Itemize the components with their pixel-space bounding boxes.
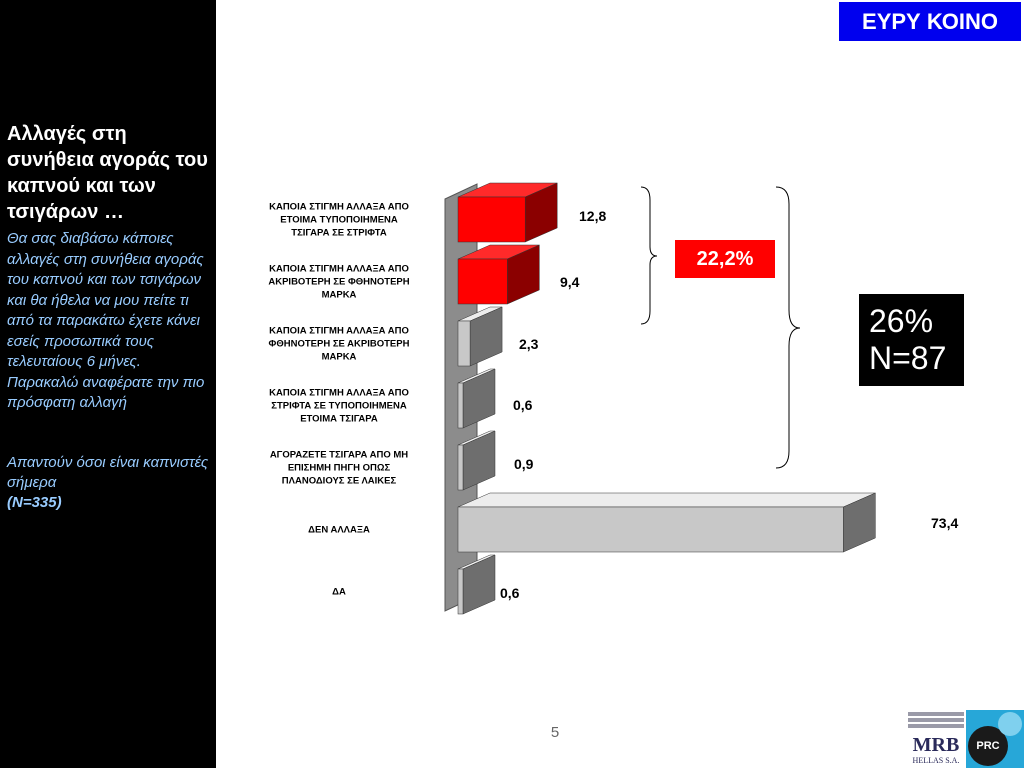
prc-logo-text: PRC <box>976 740 1000 752</box>
bar <box>458 321 470 366</box>
value-label: 0,6 <box>500 585 520 601</box>
mrb-logo <box>908 710 964 766</box>
category-label: ΚΑΠΟΙΑ ΣΤΙΓΜΗ ΑΛΛΑΞΑ ΑΠΟ <box>269 325 409 337</box>
bar-top <box>458 493 875 507</box>
value-label: 0,9 <box>514 456 534 472</box>
category-label: ΣΤΡΙΦΤΑ ΣΕ ΤΥΠΟΠΟΙΗΜΕΝΑ <box>271 400 407 412</box>
bar <box>458 197 525 242</box>
value-label: 12,8 <box>579 208 607 224</box>
category-label: ΚΑΠΟΙΑ ΣΤΙΓΜΗ ΑΛΛΑΞΑ ΑΠΟ <box>269 201 409 213</box>
category-label: ΕΠΙΣΗΜΗ ΠΗΓΗ ΟΠΩΣ <box>287 462 391 474</box>
category-label: ΔΑ <box>332 586 346 598</box>
prc-logo <box>966 710 1024 768</box>
slide-title: Αλλαγές στη συνήθεια αγοράς του καπνού και των τσιγάρων … <box>7 123 208 223</box>
value-label: 0,6 <box>513 397 533 413</box>
summary-n: N=87 <box>869 340 947 376</box>
base-n: (N=335) <box>7 494 62 511</box>
value-label: 9,4 <box>560 274 580 290</box>
bar <box>458 383 463 428</box>
mrb-logo-text: MRB <box>912 734 960 756</box>
category-label: ΕΤΟΙΜΑ ΤΣΙΓΑΡΑ <box>300 413 378 425</box>
category-label: ΚΑΠΟΙΑ ΣΤΙΓΜΗ ΑΛΛΑΞΑ ΑΠΟ <box>269 263 409 275</box>
bar <box>458 445 463 490</box>
question-text: Θα σας διαβάσω κάποιες αλλαγές στη συνήθεια αγοράς του καπνού και των τσιγάρων και θα ήθελα να μου πείτε τι από τα παρακάτω έχετε κάνει εσείς προσωπικά τους τελευταίους 6 μήνες. Παρακαλώ αναφέρατε την πιο πρόσφατη αλλαγή <box>7 230 205 411</box>
prc-circle-icon <box>966 710 1024 768</box>
category-label: ΑΓΟΡΑΖΕΤΕ ΤΣΙΓΑΡΑ ΑΠΟ ΜΗ <box>269 449 409 461</box>
category-label: ΑΚΡΙΒΟΤΕΡΗ ΣΕ ΦΘΗΝΟΤΕΡΗ <box>268 276 410 288</box>
category-label: ΚΑΠΟΙΑ ΣΤΙΓΜΗ ΑΛΛΑΞΑ ΑΠΟ <box>269 387 409 399</box>
mrb-logo-subtext: HELLAS S.A. <box>912 756 960 765</box>
category-label: ΤΣΙΓΑΡΑ ΣΕ ΣΤΡΙΦΤΑ <box>291 227 387 239</box>
mrb-stripes-icon <box>908 710 964 734</box>
category-label: ΜΑΡΚΑ <box>321 351 357 363</box>
summary-black-box <box>859 294 964 386</box>
base-description: Απαντούν όσοι είναι καπνιστές σήμερα <box>7 454 209 491</box>
value-label: 73,4 <box>931 515 959 531</box>
page-number: 5 <box>550 724 560 741</box>
category-label: ΠΛΑΝΟΔΙΟΥΣ ΣΕ ΛΑΙΚΕΣ <box>281 475 397 487</box>
bar <box>458 569 463 614</box>
category-label: ΦΘΗΝΟΤΕΡΗ ΣΕ ΑΚΡΙΒΟΤΕΡΗ <box>268 338 410 350</box>
summary-percent: 26% <box>869 303 934 339</box>
summary-red-box: 22,2% <box>675 240 775 278</box>
brace-small <box>641 187 657 324</box>
brace-large <box>776 187 800 468</box>
category-label: ΔΕΝ ΑΛΛΑΞΑ <box>308 524 370 536</box>
audience-badge: ΕΥΡΥ ΚΟΙΝΟ <box>838 1 1022 42</box>
braces <box>641 187 800 468</box>
bar <box>458 259 507 304</box>
logos <box>905 708 1024 768</box>
value-label: 2,3 <box>519 336 539 352</box>
category-label: ΕΤΟΙΜΑ ΤΥΠΟΠΟΙΗΜΕΝΑ <box>280 214 398 226</box>
category-labels <box>268 202 409 598</box>
category-label: ΜΑΡΚΑ <box>321 289 357 301</box>
bar <box>458 507 843 552</box>
